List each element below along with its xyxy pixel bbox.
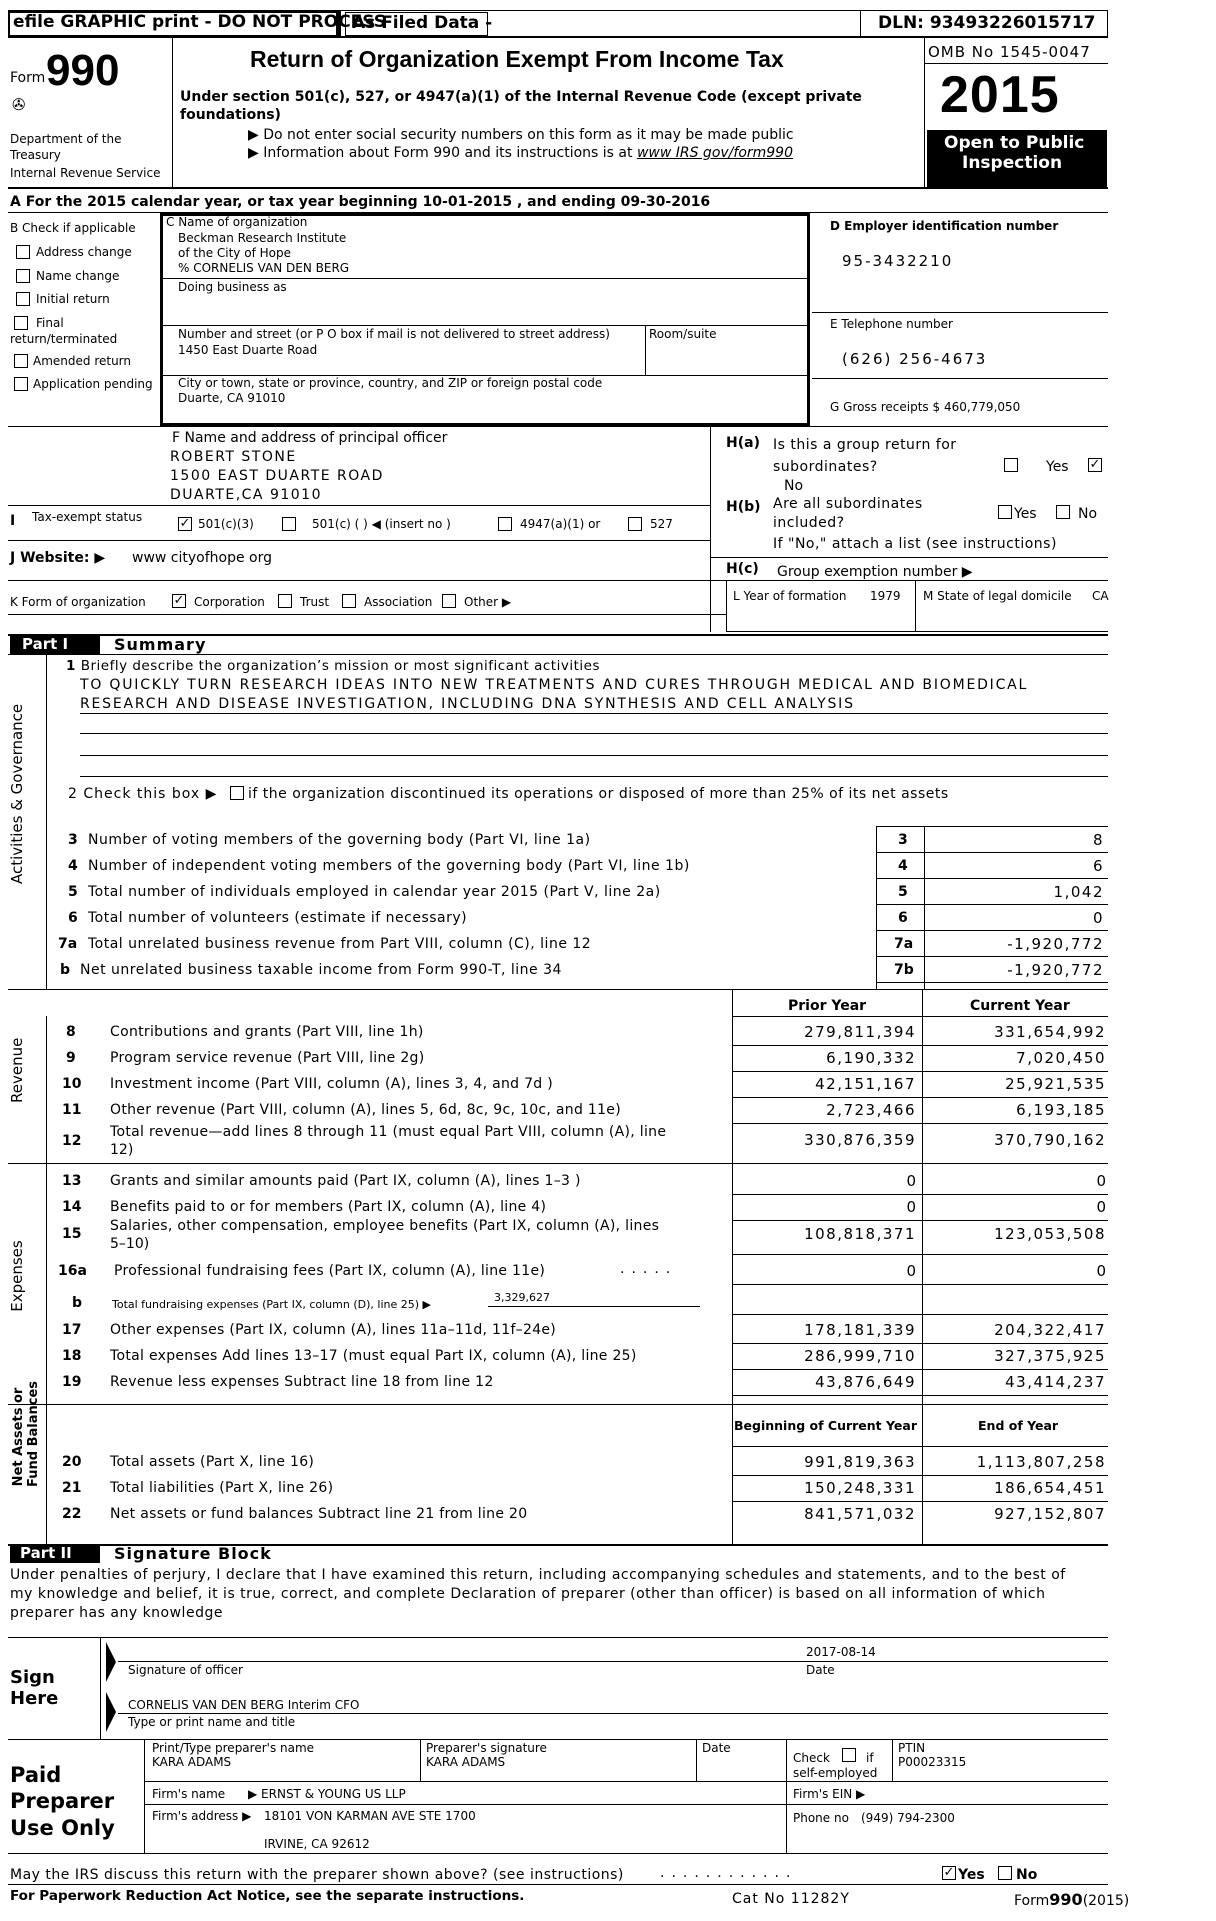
line16a-prior: 0 [906, 1262, 916, 1280]
firm-address-2: IRVINE, CA 92612 [264, 1837, 370, 1851]
officer-line-3: DUARTE,CA 91010 [170, 487, 322, 503]
part1-tag-text: Part I [22, 635, 69, 653]
firm-address-1: 18101 VON KARMAN AVE STE 1700 [264, 1809, 476, 1823]
self-employed-label: self-employed [793, 1766, 878, 1780]
501c3-checkbox[interactable]: ✓ [179, 516, 191, 531]
gov-line-text: Number of independent voting members of the governing body (Part VI, line 1b) [88, 858, 690, 874]
hc-text: Group exemption number ▶ [777, 564, 973, 580]
ptin-value: P00023315 [898, 1755, 967, 1769]
gov-line-rule [876, 878, 1108, 879]
mission-1: TO QUICKLY TURN RESEARCH IDEAS INTO NEW TREATMENTS AND CURES THROUGH MEDICAL AND BIOMEDICAL [80, 677, 1029, 693]
line2-b: if the organization discontinued its operations or disposed of more than 25% of its net assets [248, 786, 949, 802]
4947-label: 4947(a)(1) or [520, 517, 601, 531]
side-net-assets-2: Fund Balances [26, 1381, 41, 1487]
expense-line-current: 327,375,925 [994, 1347, 1106, 1365]
footer-form-year: (2015) [1082, 1893, 1130, 1909]
preparer-name-label: Print/Type preparer's name [152, 1741, 315, 1755]
irs-eagle-icon: ✇ [12, 95, 26, 114]
expense-line-current: 204,322,417 [994, 1321, 1106, 1339]
revenue-line-rule [732, 1123, 1108, 1124]
if-label: if [866, 1751, 874, 1765]
domicile-label: M State of legal domicile [923, 589, 1072, 603]
ha-no-checkbox[interactable] [1004, 458, 1018, 472]
return-terminated-label: return/terminated [10, 332, 118, 346]
dln-label: DLN: 93493226015717 [878, 13, 1096, 33]
revenue-line-rule [732, 1045, 1108, 1046]
gov-line-box: 6 [898, 910, 908, 926]
revenue-line-current: 331,654,992 [994, 1023, 1106, 1041]
year-formation-label: L Year of formation [733, 589, 847, 603]
expense-line-prior: 0 [906, 1198, 916, 1216]
revenue-line-rule [732, 1071, 1108, 1072]
gov-line-rule [876, 852, 1108, 853]
527-checkbox[interactable] [628, 517, 642, 531]
line15-current: 123,053,508 [994, 1225, 1106, 1243]
gov-line-box: 4 [898, 858, 908, 874]
gov-line-value: 0 [1092, 909, 1104, 927]
discuss-yes-label: Yes [958, 1867, 985, 1883]
officer-line-2: 1500 EAST DUARTE ROAD [170, 468, 384, 484]
expense-line-rule [732, 1369, 1108, 1370]
preparer-label: Preparer [10, 1789, 115, 1813]
line16a-current: 0 [1096, 1262, 1106, 1280]
expense-line-num: 17 [62, 1322, 82, 1338]
gov-line-text: Number of voting members of the governing body (Part VI, line 1a) [88, 832, 591, 848]
line16a-text: Professional fundraising fees (Part IX, column (A), line 11e) [114, 1263, 546, 1279]
hb-label: H(b) [726, 499, 761, 515]
discuss-question: May the IRS discuss this return with the preparer shown above? (see instructions) [10, 1867, 624, 1883]
net-line-text: Total liabilities (Part X, line 26) [110, 1480, 334, 1496]
revenue-line-current: 7,020,450 [1016, 1049, 1106, 1067]
expense-line-rule [732, 1343, 1108, 1344]
gov-line-value: -1,920,772 [1007, 935, 1104, 953]
gov-box-mid [924, 826, 925, 990]
form-number: 990 [46, 46, 120, 95]
firm-address-label: Firm's address ▶ [152, 1809, 252, 1823]
side-governance: Activities & Governance [8, 703, 26, 884]
revenue-line-num: 9 [66, 1050, 76, 1066]
revenue-line-current: 25,921,535 [1005, 1075, 1106, 1093]
trust-checkbox[interactable] [278, 594, 292, 608]
line15-text-2: 5–10) [110, 1236, 150, 1252]
i-label: I [10, 513, 16, 529]
gov-line-rule [876, 930, 1108, 931]
expense-line-rule [732, 1395, 1108, 1396]
net-line-text: Net assets or fund balances Subtract line 21 from line 20 [110, 1506, 528, 1522]
4947-checkbox[interactable] [498, 517, 512, 531]
expense-line-num: 14 [62, 1199, 82, 1215]
name-change-label: Name change [36, 269, 120, 283]
corporation-label: Corporation [194, 595, 265, 609]
ein-value: 95-3432210 [842, 252, 954, 270]
gov-box-left [876, 826, 877, 990]
side-revenue: Revenue [8, 1037, 26, 1103]
cat-number: Cat No 11282Y [732, 1891, 850, 1907]
gov-line-value: 6 [1092, 857, 1104, 875]
line12-text-2: 12) [110, 1142, 134, 1158]
net-line-num: 21 [62, 1480, 82, 1496]
sign-date-label: Date [806, 1663, 835, 1677]
tax-year: 2015 [940, 66, 1060, 124]
form-label: Form [10, 70, 46, 86]
use-only-label: Use Only [10, 1816, 115, 1840]
gov-line-text: Net unrelated business taxable income from Form 990-T, line 34 [80, 962, 562, 978]
website-label: J Website: ▶ [10, 550, 106, 566]
net-line-rule [732, 1475, 1108, 1476]
gov-line-num: 6 [68, 910, 78, 926]
phone-no-label: Phone no [793, 1811, 849, 1825]
revenue-line-prior: 279,811,394 [804, 1023, 916, 1041]
firm-name: ▶ ERNST & YOUNG US LLP [248, 1787, 406, 1801]
ssn-note: ▶ Do not enter social security numbers on this form as it may be made public [248, 127, 794, 143]
expense-line-prior: 178,181,339 [804, 1321, 916, 1339]
info-note [248, 145, 793, 161]
officer-label: F Name and address of principal officer [172, 430, 448, 446]
gov-line-box: 3 [898, 832, 908, 848]
gov-line-box: 7b [894, 962, 914, 978]
city-value: Duarte, CA 91010 [178, 391, 286, 405]
col-current-year: Current Year [970, 998, 1070, 1014]
col-prior-year: Prior Year [788, 998, 867, 1014]
part2-title: Signature Block [114, 1544, 272, 1563]
hc-label: H(c) [726, 561, 759, 577]
501c3-label: 501(c)(3) [198, 517, 254, 531]
gov-line-text: Total unrelated business revenue from Part VIII, column (C), line 12 [88, 936, 592, 952]
application-pending-label: Application pending [33, 377, 153, 391]
expense-line-text: Revenue less expenses Subtract line 18 from line 12 [110, 1374, 494, 1390]
revenue-line-text: Investment income (Part VIII, column (A), lines 3, 4, and 7d ) [110, 1076, 553, 1092]
form-subtitle [180, 88, 880, 124]
revenue-line-text: Other revenue (Part VIII, column (A), lines 5, 6d, 8c, 9c, 10c, and 11e) [110, 1102, 621, 1118]
city-label: City or town, state or province, country, and ZIP or foreign postal code [178, 376, 603, 390]
col-beginning-year: Beginning of Current Year [734, 1418, 917, 1433]
revenue-line-text: Program service revenue (Part VIII, line 2g) [110, 1050, 425, 1066]
expense-line-current: 0 [1096, 1198, 1106, 1216]
officer-line-1: ROBERT STONE [170, 449, 297, 465]
hb-yes-label: Yes [1014, 506, 1037, 522]
net-line-begin: 991,819,363 [804, 1453, 916, 1471]
amended-return-label: Amended return [33, 354, 132, 368]
domicile-value: CA [1092, 589, 1109, 603]
side-expenses: Expenses [8, 1240, 26, 1312]
net-line-end: 186,654,451 [994, 1479, 1106, 1497]
phone-label: E Telephone number [830, 317, 953, 331]
line16a-num: 16a [58, 1263, 87, 1279]
type-print-label: Type or print name and title [128, 1715, 296, 1729]
revenue-line-current: 6,193,185 [1016, 1101, 1106, 1119]
revenue-line-num: 10 [62, 1076, 82, 1092]
final-return-checkbox[interactable] [14, 316, 28, 330]
application-pending-checkbox[interactable] [14, 377, 28, 391]
ha-yes-checkbox[interactable]: ✓ [1089, 457, 1101, 472]
line1 [66, 659, 600, 675]
net-line-text: Total assets (Part X, line 16) [110, 1454, 315, 1470]
perjury-2: my knowledge and belief, it is true, correct, and complete Declaration of preparer (other than officer) is based on all information of which [10, 1586, 1046, 1602]
phone-no-value: (949) 794-2300 [861, 1811, 955, 1825]
paperwork-notice: For Paperwork Reduction Act Notice, see the separate instructions. [10, 1888, 525, 1904]
ha-text-1: Is this a group return for [773, 437, 957, 453]
527-label: 527 [650, 517, 673, 531]
sign-date-value: 2017-08-14 [806, 1645, 876, 1659]
expense-line-prior: 43,876,649 [815, 1373, 916, 1391]
expense-line-text: Total expenses Add lines 13–17 (must equal Part IX, column (A), line 25) [110, 1348, 637, 1364]
discuss-dots: ............ [660, 1865, 798, 1881]
omb-number: OMB No 1545-0047 [928, 43, 1091, 61]
expense-line-current: 0 [1096, 1172, 1106, 1190]
gov-line-text: Total number of volunteers (estimate if necessary) [88, 910, 468, 926]
revenue-line-text: Contributions and grants (Part VIII, line 1h) [110, 1024, 424, 1040]
line12-num: 12 [62, 1133, 82, 1149]
501c-label: 501(c) ( ) ◀ (insert no ) [312, 517, 451, 531]
net-line-num: 20 [62, 1454, 82, 1470]
gov-line-value: 1,042 [1053, 883, 1104, 901]
irs-link[interactable]: www IRS gov/form990 [636, 145, 793, 161]
revenue-line-prior: 6,190,332 [826, 1049, 916, 1067]
gov-line-text: Total number of individuals employed in calendar year 2015 (Part V, line 2a) [88, 884, 661, 900]
trust-label: Trust [300, 595, 330, 609]
ha-yes-label: Yes [1046, 459, 1069, 475]
year-formation-value: 1979 [870, 589, 901, 603]
dept-line-2: Treasury [10, 148, 61, 162]
gov-line-rule [876, 956, 1108, 957]
net-line-end: 927,152,807 [994, 1505, 1106, 1523]
preparer-date-label: Date [702, 1741, 731, 1755]
expense-line-num: 19 [62, 1374, 82, 1390]
line2-a: 2 Check this box ▶ [68, 786, 218, 802]
hb-text-1: Are all subordinates [773, 496, 923, 512]
initial-return-label: Initial return [36, 292, 110, 306]
here-label: Here [10, 1688, 59, 1709]
hb-no-checkbox[interactable] [1056, 505, 1070, 519]
sign-label: Sign [10, 1667, 55, 1688]
gov-line-num: 7a [58, 936, 78, 952]
form-subtitle-text: Under section 501(c), 527, or 4947(a)(1) of the Internal Revenue Code (except private foundations) [180, 89, 862, 123]
line-a: A For the 2015 calendar year, or tax year beginning 10-01-2015 , and ending 09-30-2016 [10, 194, 711, 210]
revenue-line-prior: 2,723,466 [826, 1101, 916, 1119]
expense-line-text: Benefits paid to or for members (Part IX, column (A), line 4) [110, 1199, 547, 1215]
discuss-yes-checkbox[interactable]: ✓ [943, 1865, 955, 1880]
line15-num: 15 [62, 1226, 82, 1242]
expense-line-rule [732, 1194, 1108, 1195]
part2-tag-text: Part II [20, 1544, 72, 1562]
expense-line-text: Grants and similar amounts paid (Part IX, column (A), lines 1–3 ) [110, 1173, 581, 1189]
line12-current: 370,790,162 [994, 1131, 1106, 1149]
paid-label: Paid [10, 1763, 62, 1787]
gov-line-rule [876, 904, 1108, 905]
hb-yes-checkbox[interactable] [998, 505, 1012, 519]
name-arrow-icon [106, 1692, 116, 1732]
gov-line-num: 5 [68, 884, 78, 900]
revenue-line-prior: 42,151,167 [815, 1075, 916, 1093]
expense-line-prior: 286,999,710 [804, 1347, 916, 1365]
ha-text-2: subordinates? [773, 459, 878, 475]
expense-line-num: 18 [62, 1348, 82, 1364]
preparer-sig-label: Preparer's signature [426, 1741, 547, 1755]
gov-line-box: 7a [894, 936, 914, 952]
sign-arrow-icon [106, 1642, 116, 1682]
footer-form-number: 990 [1049, 1890, 1083, 1909]
name-change-checkbox[interactable] [16, 269, 30, 283]
as-filed-label: As Filed Data - [352, 13, 493, 33]
line12-text-1: Total revenue—add lines 8 through 11 (must equal Part VIII, column (A), line [110, 1124, 667, 1140]
net-line-begin: 150,248,331 [804, 1479, 916, 1497]
other-checkbox[interactable] [442, 594, 456, 608]
efile-label: efile GRAPHIC print - DO NOT PROCESS [10, 13, 336, 35]
section-c-label: C Name of organization [166, 215, 308, 229]
room-label: Room/suite [649, 327, 717, 341]
line16b-value: 3,329,627 [494, 1291, 550, 1304]
address-change-label: Address change [36, 245, 132, 259]
line16a-dots: ..... [620, 1261, 678, 1277]
check-label: Check [793, 1751, 830, 1765]
firm-ein-label: Firm's EIN ▶ [793, 1787, 866, 1801]
expense-line-text: Other expenses (Part IX, column (A), lines 11a–11d, 11f–24e) [110, 1322, 557, 1338]
ha-no-label: No [784, 478, 804, 494]
address-change-checkbox[interactable] [16, 245, 30, 259]
other-label: Other ▶ [464, 595, 512, 609]
officer-name-title: CORNELIS VAN DEN BERG Interim CFO [128, 1698, 360, 1712]
phone-value: (626) 256-4673 [842, 350, 988, 368]
hb-text-2: included? [773, 515, 845, 531]
info-note-text: ▶ Information about Form 990 and its instructions is at [248, 145, 637, 161]
dept-line-1: Department of the [10, 132, 122, 146]
part1-title: Summary [114, 635, 207, 654]
gov-box-top [876, 826, 1108, 827]
inspection-label: Inspection [962, 153, 1063, 173]
net-line-end: 1,113,807,258 [976, 1453, 1106, 1471]
gov-line-num: b [60, 962, 71, 978]
association-label: Association [364, 595, 433, 609]
street-value: 1450 East Duarte Road [178, 343, 318, 357]
org-name-1: Beckman Research Institute [178, 231, 347, 245]
revenue-line-num: 8 [66, 1024, 76, 1040]
gross-receipts: G Gross receipts $ 460,779,050 [830, 400, 1021, 414]
org-name-2: of the City of Hope [178, 246, 291, 260]
corporation-checkbox[interactable]: ✓ [173, 593, 185, 608]
ein-label: D Employer identification number [830, 219, 1059, 233]
net-line-begin: 841,571,032 [804, 1505, 916, 1523]
street-label: Number and street (or P O box if mail is not delivered to street address) [178, 327, 610, 341]
preparer-sig: KARA ADAMS [426, 1755, 506, 1769]
preparer-name: KARA ADAMS [152, 1755, 232, 1769]
footer-form-label: Form [1014, 1893, 1050, 1909]
amended-return-checkbox[interactable] [14, 354, 28, 368]
section-b-label: B Check if applicable [10, 221, 136, 235]
revenue-line-rule [732, 1097, 1108, 1098]
line1-text: Briefly describe the organization’s mission or most significant activities [80, 658, 600, 674]
expense-line-current: 43,414,237 [1005, 1373, 1106, 1391]
gov-line-rule [876, 982, 1108, 983]
line1-num: 1 [66, 658, 76, 674]
k-label: K Form of organization [10, 595, 146, 609]
discuss-no-label: No [1016, 1867, 1038, 1883]
website-url[interactable]: www cityofhope org [132, 550, 273, 566]
line15-text-1: Salaries, other compensation, employee benefits (Part IX, column (A), lines [110, 1218, 660, 1234]
gov-line-num: 4 [68, 858, 78, 874]
ha-label: H(a) [726, 435, 760, 451]
final-label: Final [36, 316, 64, 330]
gov-line-num: 3 [68, 832, 78, 848]
line2-checkbox[interactable] [230, 786, 244, 800]
dept-line-3: Internal Revenue Service [10, 166, 161, 180]
expense-line-rule [732, 1220, 1108, 1221]
expense-line-prior: 0 [906, 1172, 916, 1190]
mission-2: RESEARCH AND DISEASE INVESTIGATION, INCLUDING DNA SYNTHESIS AND CELL ANALYSIS [80, 696, 855, 712]
line16b-text: Total fundraising expenses (Part IX, column (D), line 25) ▶ [112, 1298, 431, 1311]
501c-checkbox[interactable] [282, 517, 296, 531]
open-public-label: Open to Public [944, 133, 1085, 153]
ptin-label: PTIN [898, 1741, 926, 1755]
gov-line-box: 5 [898, 884, 908, 900]
firm-name-label: Firm's name [152, 1787, 226, 1801]
col-end-year: End of Year [978, 1418, 1059, 1433]
association-checkbox[interactable] [342, 594, 356, 608]
side-net-assets-1: Net Assets or [11, 1387, 26, 1487]
line16b-num: b [72, 1295, 83, 1311]
hb-no-label: No [1078, 506, 1098, 522]
gov-line-value: -1,920,772 [1007, 961, 1104, 979]
initial-return-checkbox[interactable] [16, 292, 30, 306]
net-line-rule [732, 1501, 1108, 1502]
i-text: Tax-exempt status [32, 510, 143, 524]
expense-line-num: 13 [62, 1173, 82, 1189]
signature-officer-label: Signature of officer [128, 1663, 243, 1677]
net-line-num: 22 [62, 1506, 82, 1522]
self-employed-checkbox[interactable] [842, 1748, 856, 1762]
perjury-3: preparer has any knowledge [10, 1605, 223, 1621]
hb-note: If "No," attach a list (see instructions) [773, 536, 1057, 552]
form-title: Return of Organization Exempt From Income Tax [250, 46, 784, 72]
line12-prior: 330,876,359 [804, 1131, 916, 1149]
revenue-line-num: 11 [62, 1102, 82, 1118]
perjury-1: Under penalties of perjury, I declare that I have examined this return, including accompanying schedules and statements, and to the best of [10, 1567, 1066, 1583]
form-footer [1014, 1891, 1129, 1909]
line15-prior: 108,818,371 [804, 1225, 916, 1243]
dba-label: Doing business as [178, 280, 287, 294]
org-name-3: % CORNELIS VAN DEN BERG [178, 261, 350, 275]
gov-line-value: 8 [1092, 831, 1104, 849]
discuss-no-checkbox[interactable] [998, 1866, 1012, 1880]
